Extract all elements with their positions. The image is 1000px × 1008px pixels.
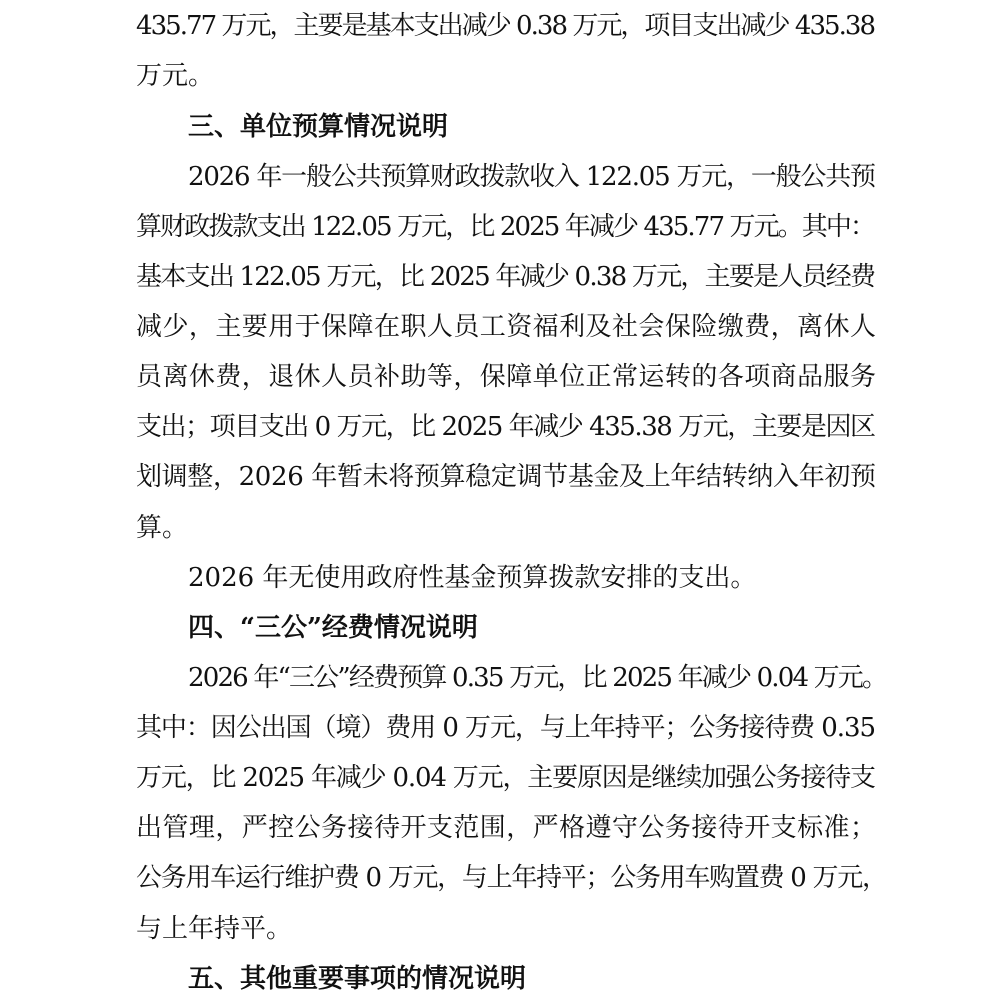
section-heading: 三、单位预算情况说明 xyxy=(188,112,449,142)
text-line: 基本支出 122.05 万元，比 2025 年减少 0.38 万元，主要是人员经费 xyxy=(136,262,875,292)
text-line: 算。 xyxy=(136,513,189,543)
text-line: 出管理，严控公务接待开支范围，严格遵守公务接待开支标准； xyxy=(136,813,877,843)
text-line: 公务用车运行维护费 0 万元，与上年持平；公务用车购置费 0 万元， xyxy=(136,863,887,893)
text-line: 2026 年“三公”经费预算 0.35 万元，比 2025 年减少 0.04 万元。 xyxy=(188,663,887,693)
text-line: 减少，主要用于保障在职人员工资福利及社会保险缴费，离休人 xyxy=(136,312,877,342)
text-line: 2026 年一般公共预算财政拨款收入 122.05 万元，一般公共预 xyxy=(188,162,875,192)
section-heading: 五、其他重要事项的情况说明 xyxy=(188,964,527,994)
text-line: 其中：因公出国（境）费用 0 万元，与上年持平；公务接待费 0.35 xyxy=(136,713,875,743)
text-line: 算财政拨款支出 122.05 万元，比 2025 年减少 435.77 万元。其中： xyxy=(136,212,875,242)
text-line: 2026 年无使用政府性基金预算拨款安排的支出。 xyxy=(188,563,757,593)
section-heading: 四、“三公”经费情况说明 xyxy=(188,613,478,643)
text-line: 万元。 xyxy=(136,61,215,91)
text-line: 支出；项目支出 0 万元，比 2025 年减少 435.38 万元，主要是因区 xyxy=(136,412,875,442)
text-line: 员离休费，退休人员补助等，保障单位正常运转的各项商品服务 xyxy=(136,362,877,392)
text-line: 435.77 万元，主要是基本支出减少 0.38 万元，项目支出减少 435.38 xyxy=(136,11,875,41)
text-line: 划调整，2026 年暂未将预算稳定调节基金及上年结转纳入年初预 xyxy=(136,462,876,492)
text-line: 万元，比 2025 年减少 0.04 万元，主要原因是继续加强公务接待支 xyxy=(136,763,875,793)
text-line: 与上年持平。 xyxy=(136,914,293,944)
